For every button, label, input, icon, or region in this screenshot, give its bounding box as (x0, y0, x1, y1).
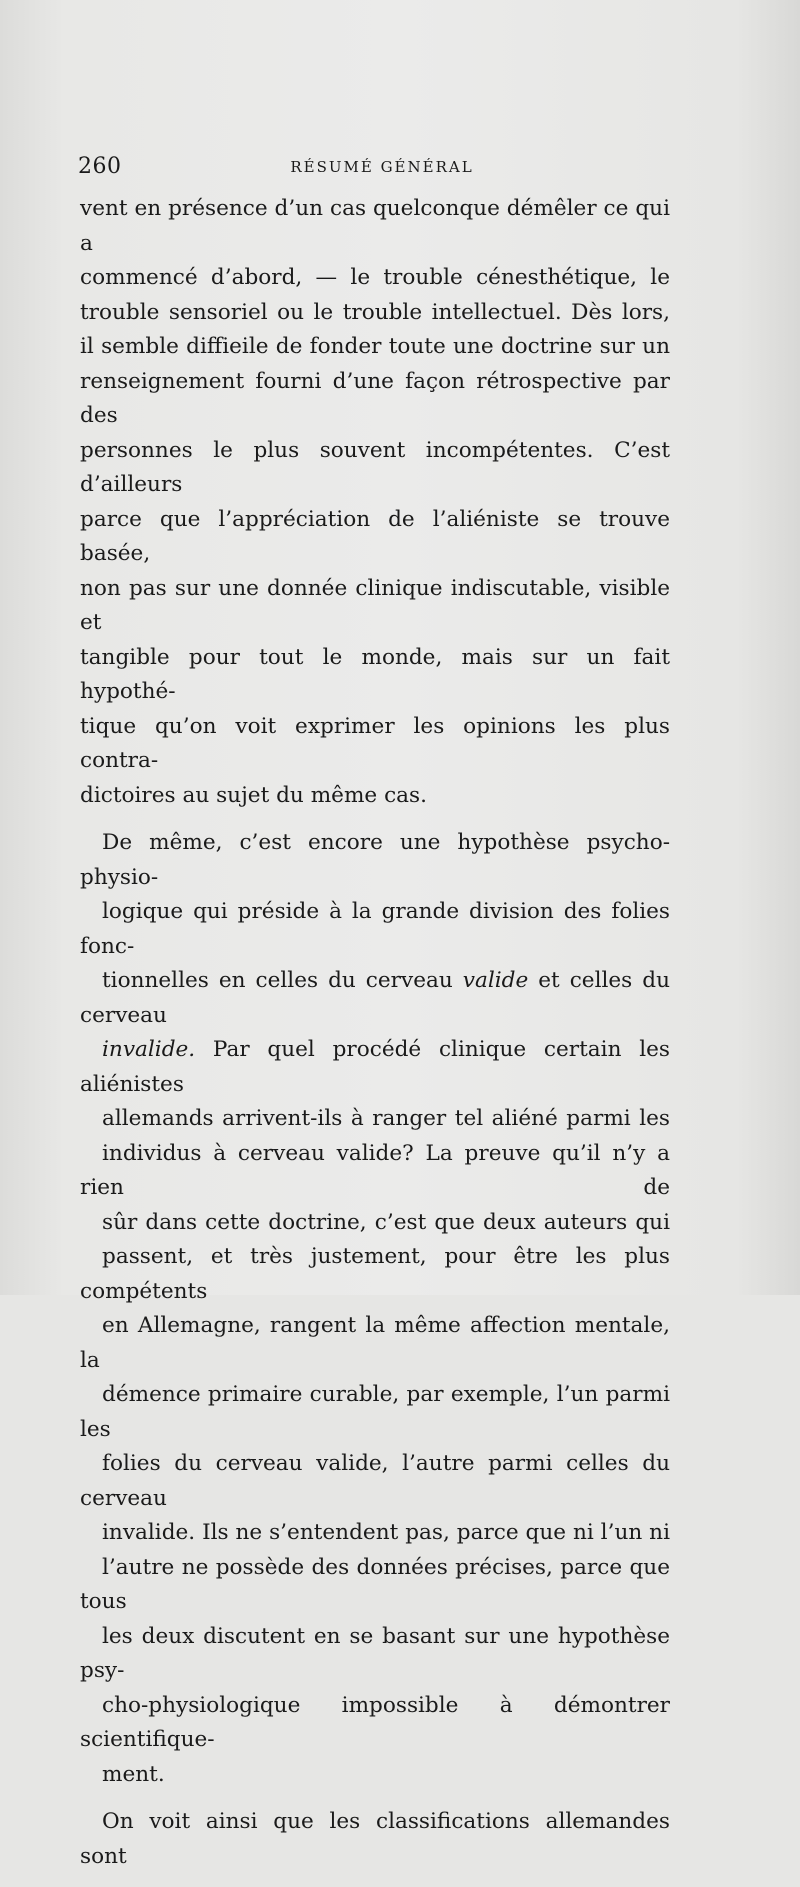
text-line: commencé d’abord, — le trouble cénesthétique, le (80, 265, 670, 290)
paragraph-1 (80, 192, 670, 813)
text-line: logique qui préside à la grande division des folies fonc- (80, 899, 670, 959)
text-line: personnes le plus souvent incompétentes. C’est d’ailleurs (80, 437, 670, 497)
text-line: invalide. Ils ne s’entendent pas, parce que ni l’un ni (102, 1520, 670, 1545)
text-line: vent en présence d’un cas quelconque démêler ce qui a (80, 196, 670, 256)
text-line: allemands arrivent-ils à ranger tel aliéné parmi les (102, 1106, 670, 1131)
text-line: parce que l’appréciation de l’aliéniste se trouve basée, (80, 506, 670, 566)
text-run: Par quel procédé clinique certain les aliénistes (80, 1037, 670, 1097)
text-line: en Allemagne, rangent la même affection mentale, la (80, 1313, 670, 1373)
text-line-mixed (80, 1033, 670, 1102)
text-line: passent, et très justement, pour être les plus compétents (80, 1244, 670, 1304)
italic-term: valide (462, 968, 529, 993)
text-line: renseignement fourni d’une façon rétrospective par des (80, 368, 670, 428)
text-line: l’autre ne possède des données précises, parce que tous (80, 1554, 670, 1614)
page-number: 260 (78, 154, 122, 179)
text-line: tangible pour tout le monde, mais sur un fait hypothé- (80, 644, 670, 704)
text-line: il semble diffieile de fonder toute une doctrine sur un (80, 334, 670, 359)
running-title: RÉSUMÉ GÉNÉRAL (290, 158, 474, 176)
text-line: cho-physiologique impossible à démontrer scientifique- (80, 1692, 670, 1752)
text-line: tique qu’on voit exprimer les opinions les plus contra- (80, 713, 670, 773)
text-line: On voit ainsi que les classifications allemandes sont (80, 1809, 670, 1869)
text-run: tionnelles en celles du cerveau (102, 968, 453, 993)
text-line: démence primaire curable, par exemple, l’un parmi les (80, 1382, 670, 1442)
body-text (80, 192, 670, 1887)
paragraph-3 (80, 1805, 670, 1874)
paragraph-2 (80, 826, 670, 1792)
text-line: les deux discutent en se basant sur une hypothèse psy- (80, 1623, 670, 1683)
text-line: dictoires au sujet du même cas. (80, 782, 427, 808)
text-line: sûr dans cette doctrine, c’est que deux auteurs qui (102, 1209, 670, 1235)
text-line: ment. (102, 1761, 165, 1787)
running-head (78, 154, 672, 184)
text-line: trouble sensoriel ou le trouble intellectuel. Dès lors, (80, 299, 670, 325)
text-line: folies du cerveau valide, l’autre parmi celles du cerveau (80, 1451, 670, 1511)
text-run: et celles du cerveau (80, 968, 670, 1028)
text-line: individus à cerveau valide? La preuve qu’il n’y a rien de (80, 1140, 670, 1200)
text-line: De même, c’est encore une hypothèse psycho-physio- (80, 830, 670, 890)
text-line: non pas sur une donnée clinique indiscutable, visible et (80, 575, 670, 635)
text-line-mixed (80, 964, 670, 1033)
italic-term: invalide. (102, 1037, 196, 1062)
